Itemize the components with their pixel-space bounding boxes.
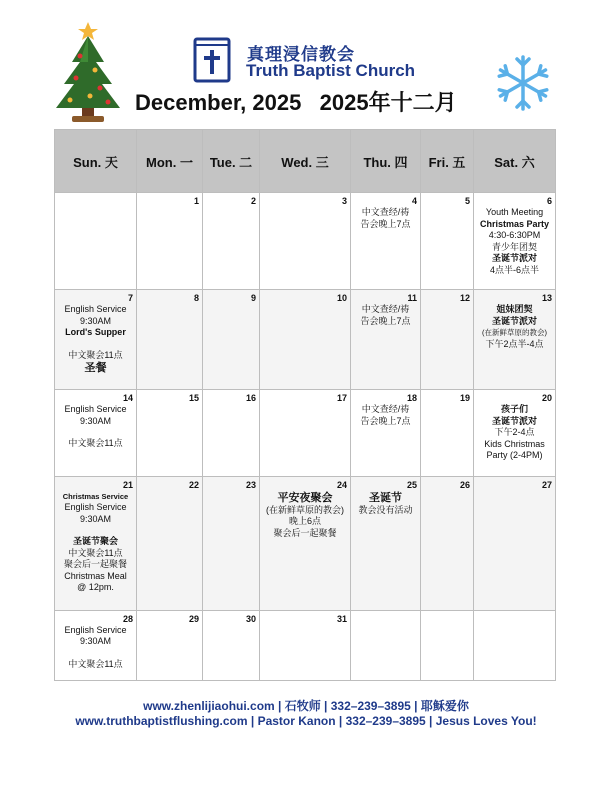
day-number <box>351 611 420 614</box>
event-line: 中文查经/祷 <box>361 404 410 415</box>
day-number: 12 <box>459 293 470 304</box>
day-number: 27 <box>541 479 552 490</box>
event-line: Christmas Party <box>479 218 550 229</box>
day-number: 15 <box>188 393 199 404</box>
day-number: 17 <box>336 393 347 404</box>
day-number: 7 <box>127 293 133 304</box>
day-number: 6 <box>546 196 552 206</box>
day-number <box>55 193 136 196</box>
day-cell <box>351 610 421 680</box>
event-line: Party (2-4PM) <box>486 450 543 461</box>
event-line: 圣诞节派对 <box>491 315 537 326</box>
day-cell <box>260 476 351 610</box>
event-line: 告会晚上7点 <box>360 218 411 229</box>
day-cell <box>137 390 203 476</box>
calendar-grid <box>54 129 556 681</box>
weekday-sat: Sat. 六 <box>474 130 556 193</box>
day-cell <box>474 390 556 476</box>
day-cell <box>260 390 351 476</box>
event-line: 聚会后一起聚餐 <box>63 559 127 570</box>
event-line: 下午2点半-4点 <box>485 338 544 349</box>
weekday-wed: Wed. 三 <box>260 130 351 193</box>
day-number <box>421 611 473 614</box>
day-number: 14 <box>122 393 133 404</box>
week-row <box>55 290 556 390</box>
day-cell <box>474 610 556 680</box>
event-line: 告会晚上7点 <box>360 415 411 426</box>
day-cell <box>203 290 260 390</box>
event-line: 孩子们 <box>500 404 528 415</box>
day-number: 4 <box>411 196 417 206</box>
day-cell <box>55 193 137 290</box>
weekday-thu: Thu. 四 <box>351 130 421 193</box>
day-number: 30 <box>245 613 256 624</box>
day-number: 19 <box>459 393 470 404</box>
christmas-tree-icon <box>50 22 126 124</box>
event-line: Kids Christmas <box>484 438 545 449</box>
bible-cross-icon <box>193 37 233 83</box>
day-cell <box>421 390 474 476</box>
event-line: 圣诞节 <box>369 491 402 504</box>
day-cell <box>260 193 351 290</box>
event-line: 晚上6点 <box>288 516 321 527</box>
weekday-sun: Sun. 天 <box>55 130 137 193</box>
day-cell <box>421 193 474 290</box>
event-line: 4点半-6点半 <box>489 264 539 275</box>
snowflake-icon <box>493 51 553 115</box>
event-line: 中文聚会11点 <box>68 547 123 558</box>
day-cell <box>474 476 556 610</box>
day-cell <box>203 390 260 476</box>
day-number: 25 <box>406 479 417 490</box>
day-number: 20 <box>541 393 552 404</box>
event-line: 9:30AM <box>79 315 112 326</box>
day-number <box>474 611 555 614</box>
event-line: 告会晚上7点 <box>360 315 411 326</box>
event-line <box>55 427 136 438</box>
day-number: 10 <box>336 293 347 304</box>
day-number: 9 <box>250 293 256 304</box>
week-row <box>55 193 556 290</box>
event-line: Christmas Meal <box>64 570 127 581</box>
event-line: (在新鲜草原的教会) <box>482 328 547 338</box>
event-line: 中文查经/祷 <box>361 207 410 217</box>
day-cell <box>421 610 474 680</box>
event-line: @ 12pm. <box>77 582 114 593</box>
weekday-fri: Fri. 五 <box>421 130 474 193</box>
day-number: 24 <box>336 479 347 490</box>
day-number: 13 <box>541 293 552 304</box>
event-line: 中文聚会11点 <box>68 438 123 449</box>
event-line: 9:30AM <box>79 513 112 524</box>
event-line: 青少年团契 <box>491 241 537 252</box>
event-line: English Service <box>64 404 127 415</box>
footer-line-chinese: www.zhenlijiaohui.com | 石牧师 | 332–239–3895 | 耶稣爱你 <box>143 699 469 713</box>
weekday-header-row <box>55 130 556 193</box>
day-cell <box>55 476 137 610</box>
day-cell <box>137 476 203 610</box>
day-cell <box>351 290 421 390</box>
footer-line-english: www.truthbaptistflushing.com | Pastor Kanon | 332–239–3895 | Jesus Loves You! <box>75 714 537 728</box>
day-cell <box>203 193 260 290</box>
church-name-chinese: 真理浸信教会 <box>247 45 355 65</box>
day-cell <box>203 476 260 610</box>
day-cell <box>474 290 556 390</box>
day-number: 26 <box>459 479 470 490</box>
event-line: 圣诞节派对 <box>491 253 537 263</box>
day-number: 1 <box>193 196 199 206</box>
day-number: 3 <box>341 196 347 206</box>
day-number: 23 <box>245 479 256 490</box>
event-line: 姐妹团契 <box>496 304 533 315</box>
event-line: 聚会后一起聚餐 <box>273 527 337 538</box>
week-row <box>55 390 556 476</box>
event-line: 圣诞节派对 <box>491 415 537 426</box>
event-line: English Service <box>64 304 127 315</box>
day-number: 22 <box>188 479 199 490</box>
event-line: 平安夜聚会 <box>277 491 333 504</box>
day-cell <box>137 193 203 290</box>
week-row <box>55 610 556 680</box>
day-cell <box>260 290 351 390</box>
event-line: 教会没有活动 <box>358 504 413 515</box>
day-cell <box>260 610 351 680</box>
day-cell <box>203 610 260 680</box>
weekday-mon: Mon. 一 <box>137 130 203 193</box>
day-cell <box>55 290 137 390</box>
event-line: 中文查经/祷 <box>361 304 410 315</box>
event-line: 9:30AM <box>79 415 112 426</box>
day-number: 16 <box>245 393 256 404</box>
event-line: Lord's Supper <box>65 327 126 338</box>
day-cell <box>421 290 474 390</box>
day-number: 28 <box>122 613 133 624</box>
event-line: Youth Meeting <box>485 207 544 217</box>
day-cell <box>474 193 556 290</box>
day-number: 8 <box>193 293 199 304</box>
event-line: Christmas Service <box>62 491 129 501</box>
day-number: 5 <box>464 196 470 206</box>
day-cell <box>137 290 203 390</box>
event-line: 圣餐 <box>84 362 107 375</box>
event-line: 4:30-6:30PM <box>488 230 541 240</box>
event-line: (在新鲜草原的教会) <box>266 504 344 515</box>
event-line: English Service <box>64 502 127 513</box>
day-cell <box>351 390 421 476</box>
calendar-body <box>55 193 556 681</box>
day-number: 2 <box>250 196 256 206</box>
event-line <box>55 648 136 659</box>
day-number: 21 <box>122 479 133 490</box>
event-line: 圣诞节聚会 <box>72 536 118 547</box>
day-cell <box>55 610 137 680</box>
day-number: 29 <box>188 613 199 624</box>
day-number: 11 <box>407 293 417 304</box>
event-line <box>55 339 136 350</box>
day-cell <box>351 476 421 610</box>
day-cell <box>351 193 421 290</box>
week-row <box>55 476 556 610</box>
event-line: 中文聚会11点 <box>68 658 123 669</box>
event-line: 下午2-4点 <box>494 427 535 438</box>
day-number: 18 <box>406 393 417 404</box>
day-cell <box>137 610 203 680</box>
day-cell <box>55 390 137 476</box>
page-title: December, 2025 2025年十二月 <box>135 90 457 115</box>
weekday-tue: Tue. 二 <box>203 130 260 193</box>
event-line: 中文聚会11点 <box>68 349 123 360</box>
event-line: 9:30AM <box>79 636 112 647</box>
day-cell <box>421 476 474 610</box>
church-name-english: Truth Baptist Church <box>246 61 416 80</box>
day-number: 31 <box>336 613 347 624</box>
event-line: English Service <box>64 624 127 635</box>
event-line <box>55 525 136 536</box>
